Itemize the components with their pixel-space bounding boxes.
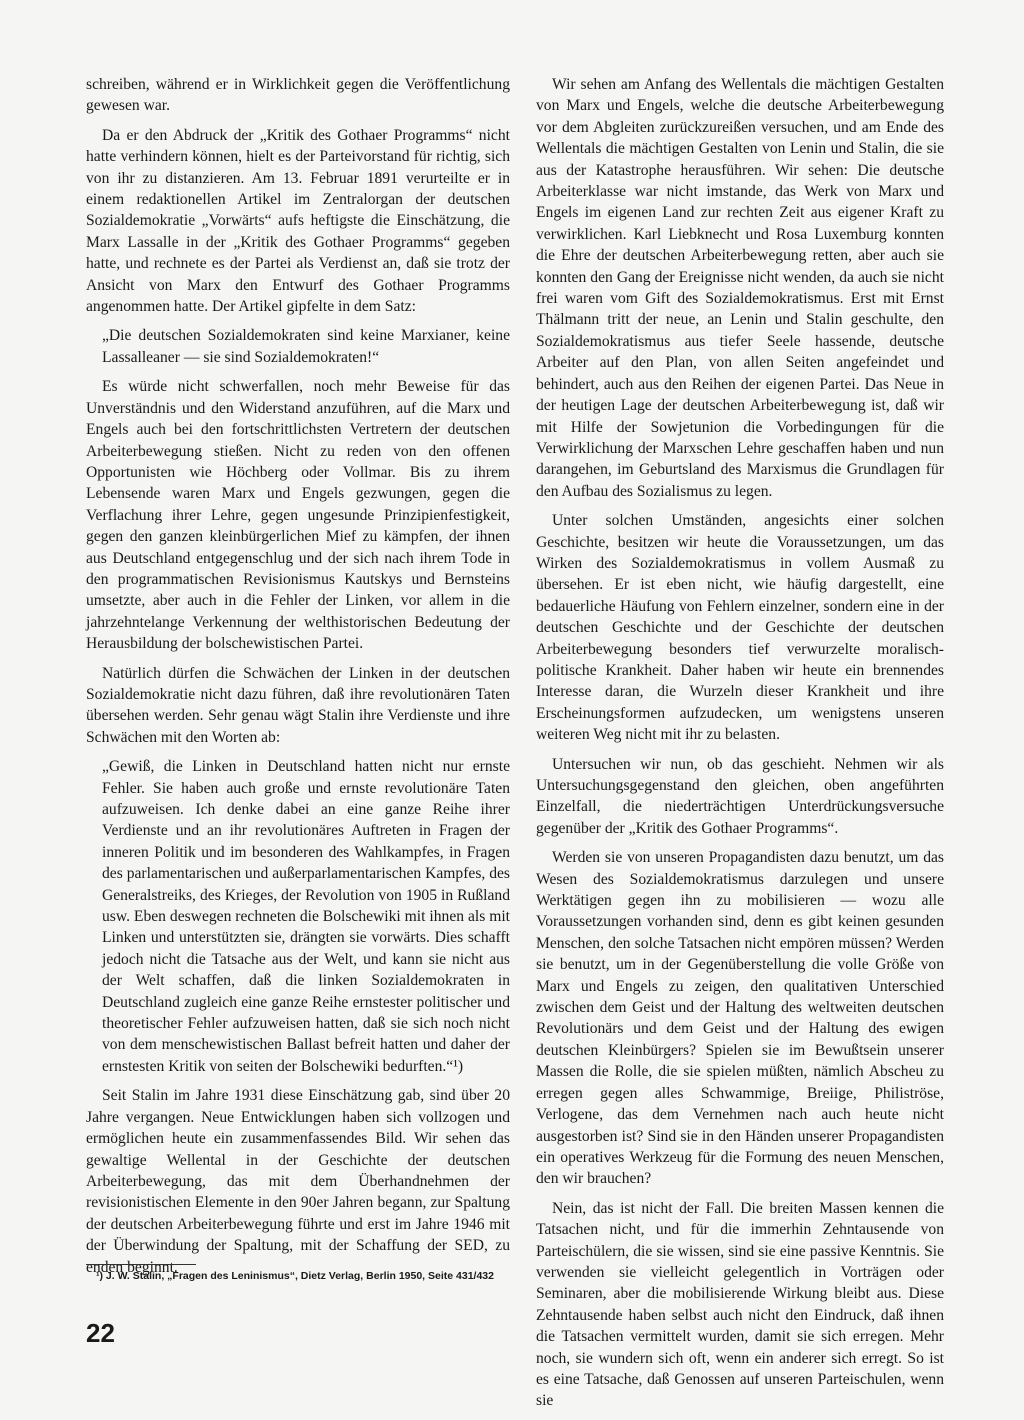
page-number: 22: [86, 1318, 115, 1348]
paragraph: Unter solchen Umständen, angesichts einer solchen Geschichte, besitzen wir heute die Voraussetzungen, um das Wirken des Sozialdemokratismus in vollem Ausmaß zu übersehen. Er ist eben nicht, wie häufig dargestellt, eine bedauerliche Häufung von Fehlern einzelner, sondern eine in der deutschen Geschichte und der Geschichte der deutschen Arbeiterbewegung besonders tief verwurzelte moralisch-politische Krankheit. Daher haben wir heute ein brennendes Interesse daran, die Wurzeln dieser Krankheit und ihre Erscheinungsformen aufzudecken, um wenigstens unseren weiteren Weg nicht mit ihr zu belasten.: [536, 512, 944, 744]
paragraph: Werden sie von unseren Propagandisten dazu benutzt, um das Wesen des Sozialdemokratismus darzulegen und unsere Werktätigen gegen ihn zu mobilisieren — wozu alle Voraussetzungen vorhanden sind, denn es gibt keinen gesunden Menschen, den solche Tatsachen nicht empören müssen? Werden sie benutzt, um in der Gegenüberstellung die volle Größe von Marx und Engels zu zeigen, den qualitativen Unterschied zwischen dem Geist und der Haltung des weltweiten deutschen Revolutionärs und dem Geist und der Haltung des ewigen deutschen Kleinbürgers? Spielen sie im Bewußtsein unserer Massen die Rolle, die sie spielen müßten, nämlich Abscheu zu erregen gegen alles Schwammige, Breiige, Philiströse, Verlogene, das dem Vernehmen nach auch heute nicht ausgestorben ist? Sind sie in den Händen unserer Propagandisten ein operatives Werkzeug für die Formung des neuen Menschen, den wir brauchen?: [536, 849, 944, 1188]
footnote-divider: [86, 1264, 196, 1265]
footnote: ¹) J. W. Stalin, „Fragen des Leninismus“, Dietz Verlag, Berlin 1950, Seite 431/432: [96, 1270, 494, 1282]
paragraph: Seit Stalin im Jahre 1931 diese Einschätzung gab, sind über 20 Jahre vergangen. Neue Entwicklungen haben sich vollzogen und ermöglichen heute ein zusammenfassendes Bild. Wir sehen das gewaltige Wellental in der Geschichte der deutschen Arbeiterbewegung, das mit dem Überhandnehmen der revisionistischen Elemente in den 90er Jahren begann, zur Spaltung der deutschen Arbeiterbewegung führte und erst im Jahre 1946 mit der Überwindung der Spaltung, mit der Schaffung der SED, zu enden beginnt.: [86, 1087, 510, 1276]
paragraph: Es würde nicht schwerfallen, noch mehr Beweise für das Unverständnis und den Widerstand anzuführen, auf die Marx und Engels auch bei den fortschrittlichsten Vertretern der deutschen Arbeiterbewegung stießen. Nicht zu reden von den offenen Opportunisten wie Höchberg oder Vollmar. Bis zu ihrem Lebensende waren Marx und Engels gezwungen, gegen die Verflachung ihrer Lehre, gegen ungesunde Prinzipienfestigkeit, gegen den ganzen kleinbürgerlichen Mief zu kämpfen, der ihnen aus Deutschland entgegenschlug und der sich nach ihrem Tode in den programmatischen Revisionismus Kautskys und Bernsteins umsetzte, aber auch in die Fehler der Linken, vor allem in die jahrzehntelange Verkennung der welthistorischen Bedeutung der Herausbildung der bolschewistischen Partei.: [86, 378, 510, 653]
right-column: [536, 74, 944, 1420]
block-quote: „Gewiß, die Linken in Deutschland hatten nicht nur ernste Fehler. Sie haben auch große und ernste revolutionäre Taten aufzuweisen. Ich denke dabei an eine ganze Reihe ihrer Verdienste und an ihr revolutionäres Auftreten in Fragen der inneren Politik und im besonderen des Wahlkampfes, in Fragen des parlamentarischen und außerparlamentarischen Kampfes, des Generalstreiks, des Krieges, der Revolution von 1905 in Rußland usw. Eben deswegen rechneten die Bolschewiki mit ihnen als mit Linken und unterstützten sie, drängten sie vorwärts. Dies schafft jedoch nicht die Tatsache aus der Welt, und kann sie nicht aus der Welt schaffen, daß die linken Sozialdemokraten in Deutschland zugleich eine ganze Reihe ernstester politischer und theoretischer Fehler aufzuweisen hatten, daß sie sich noch nicht von dem menschewistischen Ballast befreit hatten und daher der ernstesten Kritik von seiten der Bolschewiki bedurften.“¹): [102, 758, 510, 1075]
paragraph: Wir sehen am Anfang des Wellentals die mächtigen Gestalten von Marx und Engels, welche die deutsche Arbeiterbewegung vor dem Abgleiten zurückzureißen versuchen, und am Ende des Wellentals die mächtigen Gestalten von Lenin und Stalin, die sie aus der Katastrophe herausführen. Wir sehen: Die deutsche Arbeiterklasse war nicht imstande, das Werk von Marx und Engels im eigenen Land zur rechten Zeit aus eigener Kraft zu verwirklichen. Karl Liebknecht und Rosa Luxemburg konnten die Ehre der deutschen Arbeiterbewegung retten, aber auch sie konnten den Gang der Ereignisse nicht wenden, da auch sie nicht frei waren vom Gift des Sozialdemokratismus. Erst mit Ernst Thälmann tritt der neue, an Lenin und Stalin geschulte, den Sozialdemokratismus aus tiefer Seele hassende, deutsche Arbeiter auf den Plan, von allen Seiten angefeindet und behindert, auch aus den Reihen der eigenen Partei. Das Neue in der heutigen Lage der deutschen Arbeiterbewegung ist, daß wir mit Hilfe der Sowjetunion die Vorbedingungen für die Verwirklichung der Marxschen Lehre geschaffen haben und nun darangehen, im Geburtsland des Marxismus die Grundlagen für den Aufbau des Sozialismus zu legen.: [536, 76, 944, 500]
paragraph: Natürlich dürfen die Schwächen der Linken in der deutschen Sozialdemokratie nicht dazu führen, daß ihre revolutionären Taten übersehen werden. Sehr genau wägt Stalin ihre Verdienste und ihre Schwächen mit den Worten ab:: [86, 664, 510, 746]
block-quote: „Die deutschen Sozialdemokraten sind keine Marxianer, keine Lassalleaner — sie sind Sozialdemokraten!“: [102, 327, 510, 366]
left-column: [86, 74, 510, 1286]
paragraph: Untersuchen wir nun, ob das geschieht. Nehmen wir als Untersuchungsgegenstand den gleichen, oben angeführten Einzelfall, die niederträchtigen Unterdrückungsversuche gegenüber der „Kritik des Gothaer Programms“.: [536, 755, 944, 837]
paragraph: Da er den Abdruck der „Kritik des Gothaer Programms“ nicht hatte verhindern können, hielt es der Parteivorstand für richtig, sich von ihr zu distanzieren. Am 13. Februar 1891 verurteilte er in einem redaktionellen Artikel im Zentralorgan der deutschen Sozialdemokratie „Vorwärts“ aufs heftigste die Einschätzung, die Marx Lassalle in der „Kritik des Gothaer Programms“ gegeben hatte, und rechnete es der Partei als Verdienst an, daß sie trotz der Ansicht von Marx den Entwurf des Gothaer Programms angenommen hatte. Der Artikel gipfelte in dem Satz:: [86, 126, 510, 316]
paragraph: schreiben, während er in Wirklichkeit gegen die Veröffentlichung gewesen war.: [86, 76, 510, 115]
paragraph: Nein, das ist nicht der Fall. Die breiten Massen kennen die Tatsachen nicht, und für die immerhin Zehntausende von Parteischülern, die sie wissen, sind sie eine passive Kenntnis. Sie verwenden sie vielleicht gelegentlich in Vorträgen oder Seminaren, aber die mobilisierende Wirkung bleibt aus. Diese Zehntausende haben selbst auch nicht den Eindruck, daß ihnen die Tatsachen vermittelt wurden, damit sie sich erregen. Mehr noch, sie wundern sich oft, wenn ein anderer sich erregt. So ist es eine Tatsache, daß Genossen auf unseren Parteischulen, wenn sie: [536, 1199, 944, 1410]
